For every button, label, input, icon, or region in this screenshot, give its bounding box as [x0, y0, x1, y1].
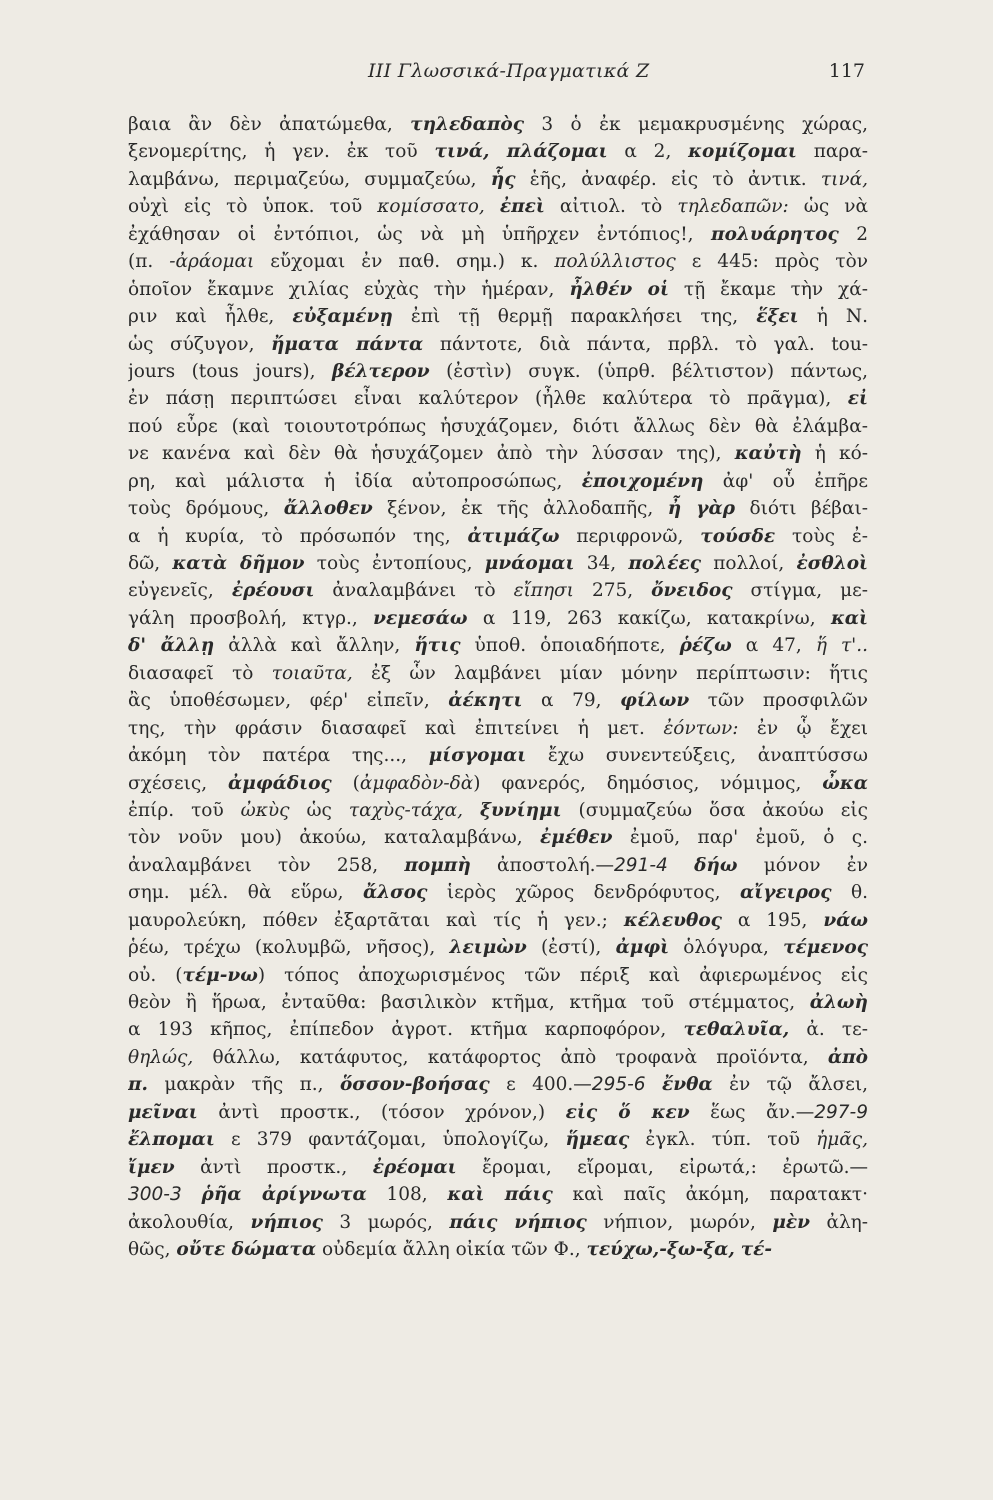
- quoted-word: τινά,: [820, 168, 868, 190]
- lemma-term: ἐρέουσι: [231, 580, 315, 602]
- text-run: ἀφ' οὗ ἐπῆρε: [703, 470, 868, 492]
- lemma-term: πολέες: [628, 553, 701, 574]
- lemma-term: ἥμεας: [565, 1129, 630, 1151]
- text-line: [128, 797, 868, 824]
- lemma-term: ἥτις: [414, 635, 461, 657]
- lemma-term: ἦ γὰρ: [667, 498, 736, 520]
- text-run: [485, 196, 500, 217]
- text-run: ἀναλαμβάνει τὸν 258,: [128, 854, 405, 876]
- text-line: [128, 1099, 868, 1126]
- text-run: νήπιον, μωρόν,: [586, 1211, 773, 1233]
- lemma-term: ἀμφὶ: [615, 937, 670, 959]
- text-run: τὸν νοῦν μου) ἀκούω, καταλαμβάνω,: [128, 827, 541, 849]
- text-line: [128, 605, 868, 632]
- lemma-term: φίλων: [620, 690, 690, 712]
- text-run: [463, 800, 480, 821]
- text-run: πάντοτε, διὰ πάντα, πρβλ. τὸ γαλ. tou-: [423, 333, 868, 355]
- text-run: α 79,: [522, 690, 621, 712]
- lemma-term: τέ-: [740, 1238, 773, 1260]
- text-run: ὁποῖον ἔκαμνε χιλίας εὐχὰς τὴν ἡμέραν,: [128, 278, 570, 300]
- text-run: ξενομερίτης, ἡ γεν. ἐκ τοῦ: [128, 141, 435, 163]
- text-line: [128, 111, 868, 138]
- text-line: [128, 550, 868, 577]
- text-run: (: [331, 772, 360, 794]
- lemma-term: εἰς ὅ κεν: [565, 1101, 690, 1123]
- lemma-term: κέλευθος: [623, 909, 722, 931]
- lemma-term: πολυάρητος: [711, 223, 839, 245]
- text-run: 3 ὁ ἐκ μεμακρυσμένης χώρας,: [523, 114, 868, 135]
- text-run: ἐν ᾧ ἔχει: [738, 717, 868, 739]
- lemma-term: κατὰ δῆμον: [172, 553, 305, 574]
- lemma-term: νεμεσάω: [373, 607, 468, 629]
- text-line: [128, 907, 868, 934]
- text-run: ἀλη-: [810, 1211, 868, 1233]
- text-run: θεὸν ἢ ἥρωα, ἐνταῦθα: βασιλικὸν κτῆμα, κτῆμα τοῦ στέμματος,: [128, 992, 810, 1013]
- lemma-term: καὶ πάις: [447, 1184, 553, 1206]
- text-run: δῶ,: [128, 553, 173, 574]
- lemma-term: νάω: [823, 909, 868, 931]
- text-run: 108,: [366, 1184, 448, 1206]
- text-run: σχέσεις,: [128, 772, 229, 794]
- text-run: [182, 1184, 202, 1205]
- text-run: πού εὖρε (καὶ τοιουτοτρόπως ἡσυχάζομεν, διότι ἄλλως δὲν θὰ ἐλάμβα-: [128, 415, 868, 437]
- lemma-term: μὲν: [772, 1211, 810, 1233]
- text-run: σημ. μέλ. θὰ εὕρω,: [128, 882, 363, 904]
- text-line: [128, 1236, 868, 1263]
- text-line: [128, 742, 868, 769]
- text-run: της, τὴν φράσιν διασαφεῖ καὶ ἐπιτείνει ἡ μετ.: [128, 717, 664, 739]
- text-run: ὡς: [289, 799, 349, 821]
- lemma-term: καὐτὴ: [734, 443, 802, 465]
- text-run: 3 μωρός,: [322, 1211, 450, 1233]
- lemma-term: μνάομαι: [484, 553, 575, 574]
- text-run: ἀναλαμβάνει τὸ: [314, 580, 514, 602]
- text-run: ἑῆς, ἀναφέρ. εἰς τὸ ἀντικ.: [515, 168, 821, 190]
- text-line: [128, 331, 868, 358]
- text-run: ἐγκλ. τύπ. τοῦ: [629, 1129, 817, 1151]
- text-line: [128, 440, 868, 467]
- quoted-word: τοιαῦτα,: [271, 662, 353, 684]
- text-run: ὑποθ. ὁποιαδήποτε,: [460, 635, 680, 657]
- text-line: [128, 934, 868, 961]
- quoted-word: πολύλλιστος: [554, 251, 676, 273]
- lemma-term: ἀτιμάζω: [467, 525, 560, 547]
- text-run: διότι βέβαι-: [735, 498, 868, 520]
- text-run: τοὺς ἐ-: [775, 525, 868, 547]
- text-run: α 195,: [721, 909, 824, 931]
- text-run: [668, 855, 694, 876]
- text-line: [128, 577, 868, 604]
- text-run: τοὺς δρόμους,: [128, 498, 284, 520]
- verse-reference: 295-6: [591, 1074, 646, 1096]
- lemma-term: ἀέκητι: [448, 690, 523, 712]
- lemma-term: ἐμέθεν: [540, 827, 613, 849]
- lemma-term: τέμενος: [783, 937, 868, 959]
- text-run: διασαφεῖ τὸ: [128, 662, 272, 684]
- commentary-text: [128, 111, 868, 1263]
- text-run: ἐμοῦ, παρ' ἐμοῦ, ὁ ς.: [612, 827, 868, 849]
- quoted-word: ἀμφαδὸν-δὰ: [359, 772, 474, 794]
- text-run: οὐ. (: [128, 964, 183, 986]
- lemma-term: ἦλθέν οἱ: [569, 278, 669, 300]
- page-number: 117: [828, 60, 865, 82]
- text-run: περιφρονῶ,: [559, 525, 701, 547]
- text-run: ῥέω, τρέχω (κολυμβῶ, νῆσος),: [128, 937, 450, 959]
- text-line: [128, 413, 868, 440]
- text-run: νε κανένα καὶ δὲν θὰ ἡσυχάζομεν ἀπὸ τὴν λύσσαν της),: [128, 443, 735, 465]
- lemma-term: ὅσσον-βοήσας: [339, 1074, 490, 1096]
- text-line: [128, 770, 868, 797]
- text-run: μόνον ἐν: [737, 854, 868, 876]
- quoted-word: ταχὺς-τάχα,: [348, 799, 464, 821]
- quoted-word: ἡμᾶς,: [816, 1129, 868, 1151]
- lemma-term: δ' ἄλλῃ: [128, 635, 215, 657]
- lemma-term: ἧς: [490, 168, 516, 190]
- quoted-word: τηλεδαπῶν:: [677, 196, 789, 218]
- text-line: [128, 468, 868, 495]
- text-line: [128, 166, 868, 193]
- text-run: (συμμαζεύω ὅσα ἀκούω εἰς: [561, 799, 868, 821]
- text-run: α 193 κῆπος, ἐπίπεδον ἀγροτ. κτῆμα καρποφόρον,: [128, 1019, 684, 1041]
- lemma-term: λειμὼν: [449, 937, 527, 959]
- text-run: ἐν τῷ ἄλσει,: [712, 1074, 868, 1096]
- lemma-term: ἐπεὶ: [499, 196, 545, 218]
- quoted-word: κομίσσατο,: [377, 196, 485, 218]
- text-run: θ.: [831, 882, 868, 904]
- text-line: [128, 221, 868, 248]
- text-line: [128, 138, 868, 165]
- text-run: ἀντὶ προστκ., (τόσον χρόνον,): [197, 1101, 566, 1123]
- text-run: ἐχάθησαν οἱ ἐντόπιοι, ὡς νὰ μὴ ὑπῆρχεν ἐντόπιος!,: [128, 223, 712, 245]
- lemma-term: ξυνίημι: [480, 799, 562, 821]
- lemma-term: τεύχω,-ξω-ξα,: [586, 1238, 735, 1260]
- text-run: ε 379 φαντάζομαι, ὑπολογίζω,: [214, 1129, 566, 1151]
- lemma-term: βέλτερον: [331, 360, 430, 382]
- text-line: [128, 1209, 868, 1236]
- text-line: [128, 687, 868, 714]
- text-line: [128, 879, 868, 906]
- lemma-term: ἀπὸ: [827, 1046, 868, 1068]
- text-run: μαυρολεύκη, πόθεν ἐξαρτᾶται καὶ τίς ἡ γεν.;: [128, 909, 624, 931]
- lemma-term: ἀλωὴ: [809, 992, 868, 1013]
- text-run: 275,: [573, 580, 652, 602]
- lemma-term: ἐποιχομένη: [581, 470, 704, 492]
- lemma-term: μεῖναι: [128, 1101, 198, 1123]
- text-line: [128, 962, 868, 989]
- quoted-word: θηλώς,: [128, 1046, 194, 1068]
- text-line: [128, 632, 868, 659]
- quoted-word: ὠκὺς: [240, 799, 290, 821]
- text-line: [128, 248, 868, 275]
- lemma-term: ῥέζω: [679, 635, 732, 657]
- text-line: [128, 852, 868, 879]
- text-run: ἀλλὰ καὶ ἄλλην,: [214, 635, 415, 657]
- text-run: εὔχομαι ἐν παθ. σημ.) κ.: [254, 251, 555, 273]
- text-run: λαμβάνω, περιμαζεύω, συμμαζεύω,: [128, 168, 491, 190]
- verse-reference: 291-4: [614, 854, 668, 876]
- lemma-term: πάις νήπιος: [449, 1211, 587, 1233]
- text-run: 34,: [574, 553, 629, 574]
- lemma-term: ἀμφάδιος: [228, 772, 332, 794]
- quoted-word: εἴπησι: [513, 580, 574, 602]
- text-run: ὡς σύζυγον,: [128, 333, 271, 355]
- text-run: ἀκολουθία,: [128, 1211, 251, 1233]
- quoted-word: ἥ τ'..: [815, 635, 868, 657]
- text-run: καὶ παῖς ἀκόμη, παρατακτ·: [552, 1184, 868, 1206]
- text-run: πολλοί,: [701, 553, 797, 574]
- text-run: ριν καὶ ἦλθε,: [128, 306, 293, 328]
- text-run: [646, 1074, 662, 1095]
- text-run: θάλλω, κατάφυτος, κατάφορτος ἀπὸ τροφανὰ προϊόντα,: [193, 1046, 828, 1068]
- text-line: [128, 276, 868, 303]
- lemma-term: μίσγομαι: [428, 745, 527, 767]
- lemma-term: οὔτε δώματα: [176, 1238, 317, 1260]
- lemma-term: ῥῆα ἀρίγνωτα: [201, 1184, 367, 1206]
- text-run: οὐδεμία ἄλλη οἰκία τῶν Φ.,: [316, 1238, 587, 1260]
- text-line: [128, 1126, 868, 1153]
- text-run: ὡς νὰ: [788, 196, 868, 218]
- text-line: [128, 989, 868, 1016]
- lemma-term: ἔλπομαι: [128, 1129, 215, 1151]
- lemma-term: ἕξει: [756, 306, 799, 328]
- lemma-term: π.: [128, 1074, 148, 1096]
- lemma-term: τούσδε: [700, 525, 776, 547]
- lemma-term: αἴγειρος: [740, 882, 832, 904]
- lemma-term: ὦκα: [822, 772, 868, 794]
- text-run: α 47,: [731, 635, 816, 657]
- text-run: ε 445: πρὸς τὸν: [675, 251, 868, 273]
- lemma-term: ἴμεν: [128, 1156, 175, 1178]
- lemma-term: δήω: [694, 854, 738, 876]
- lemma-term: ὄνειδος: [651, 580, 733, 602]
- text-run: ἀκόμη τὸν πατέρα της...,: [128, 745, 429, 767]
- text-line: [128, 303, 868, 330]
- text-line: [128, 824, 868, 851]
- text-run: ἂς ὑποθέσωμεν, φέρ' εἰπεῖν,: [128, 690, 449, 712]
- text-run: ἕως ἄν.—: [689, 1101, 815, 1123]
- text-run: (ἐστὶν) συγκ. (ὑπρθ. βέλτιστον) πάντως,: [429, 360, 868, 382]
- text-run: ἡ Ν.: [798, 306, 868, 328]
- lemma-term: ἐρέομαι: [372, 1156, 457, 1178]
- text-run: ἔρομαι, εἴρομαι, εἰρωτά,: ἐρωτῶ.—: [456, 1156, 868, 1178]
- verse-reference: 297-9: [814, 1101, 868, 1123]
- lemma-term: ἄλσος: [362, 882, 428, 904]
- text-line: [128, 1071, 868, 1098]
- lemma-term: πομπὴ: [404, 854, 471, 876]
- text-run: ἱερὸς χῶρος δενδρόφυτος,: [427, 882, 741, 904]
- text-run: ὁλόγυρα,: [669, 937, 784, 959]
- text-line: [128, 1181, 868, 1208]
- text-run: 2: [838, 223, 868, 245]
- text-run: τῶν προσφιλῶν: [689, 690, 868, 712]
- text-line: [128, 495, 868, 522]
- text-run: ) τόπος ἀποχωρισμένος τῶν πέριξ καὶ ἀφιερωμένος εἰς: [257, 964, 868, 986]
- text-line: [128, 1044, 868, 1071]
- quoted-word: ἐόντων:: [663, 717, 739, 739]
- text-run: θῶς,: [128, 1238, 177, 1260]
- lemma-term: εἰ: [847, 388, 868, 410]
- text-run: ἐπὶ τῇ θερμῇ παρακλήσει της,: [392, 306, 757, 328]
- lemma-term: εὐξαμένῃ: [292, 306, 393, 328]
- text-run: παρα-: [796, 141, 868, 163]
- text-run: γάλη προσβολή, κτγρ.,: [128, 607, 374, 629]
- text-run: αἰτιολ. τὸ: [544, 196, 678, 218]
- text-run: ἐπίρ. τοῦ: [128, 799, 241, 821]
- text-run: jours (tous jours),: [128, 360, 332, 382]
- text-run: (π.: [128, 251, 170, 273]
- verse-reference: 300-3: [128, 1184, 182, 1206]
- lemma-term: ἔνθα: [661, 1074, 713, 1096]
- text-run: στίγμα, με-: [732, 580, 868, 602]
- lemma-term: τέμ-νω: [182, 964, 258, 986]
- lemma-term: ἄλλοθεν: [283, 498, 373, 520]
- text-run: ἐξ ὧν λαμβάνει μίαν μόνην περίπτωσιν: ἥτις: [352, 662, 868, 684]
- text-run: ) φανερός, δημόσιος, νόμιμος,: [473, 772, 823, 794]
- text-run: α 119, 263 κακίζω, κατακρίνω,: [467, 607, 831, 629]
- text-line: [128, 193, 868, 220]
- text-line: [128, 1016, 868, 1043]
- text-run: τοὺς ἐντοπίους,: [304, 553, 485, 574]
- text-line: [128, 523, 868, 550]
- text-run: ξένον, ἐκ τῆς ἀλλοδαπῆς,: [372, 498, 668, 520]
- text-run: α 2,: [607, 141, 689, 163]
- text-run: ἔχω συνεντεύξεις, ἀναπτύσσω: [526, 745, 868, 767]
- text-run: εὐγενεῖς,: [128, 580, 232, 602]
- lemma-term: νήπιος: [250, 1211, 323, 1233]
- lemma-term: ἐσθλοὶ: [796, 553, 868, 574]
- text-run: ἀντὶ προστκ.,: [174, 1156, 373, 1178]
- text-run: ρη, καὶ μάλιστα ἡ ἰδία αὐτοπροσώπως,: [128, 470, 582, 492]
- lemma-term: τεθαλυῖα,: [683, 1019, 790, 1041]
- text-run: οὐχὶ εἰς τὸ ὑποκ. τοῦ: [128, 196, 378, 218]
- lemma-term: τινά, πλάζομαι: [434, 141, 608, 163]
- text-run: μακρὰν τῆς π.,: [147, 1074, 340, 1096]
- lemma-term: τηλεδαπὸς: [410, 114, 524, 135]
- text-run: ἀ. τε-: [789, 1019, 868, 1041]
- text-line: [128, 715, 868, 742]
- text-run: τῇ ἔκαμε τὴν χά-: [668, 278, 868, 300]
- quoted-word: -ἀράομαι: [169, 251, 255, 273]
- text-line: [128, 660, 868, 687]
- text-run: (ἐστί),: [526, 937, 616, 959]
- lemma-term: ἤματα πάντα: [270, 333, 424, 355]
- page-header: [330, 60, 865, 90]
- text-run: ε 400.—: [489, 1074, 592, 1096]
- lemma-term: κομίζομαι: [688, 141, 797, 163]
- text-line: [128, 1154, 868, 1181]
- text-run: α ἡ κυρία, τὸ πρόσωπόν της,: [128, 525, 468, 547]
- text-run: ἀποστολή.—: [470, 854, 615, 876]
- lemma-term: καὶ: [830, 607, 868, 629]
- text-line: [128, 358, 868, 385]
- running-title: III Γλωσσικά-Πραγματικά Ζ: [368, 60, 650, 82]
- text-run: ἐν πάσῃ περιπτώσει εἶναι καλύτερον (ἦλθε καλύτερα τὸ πρᾶγμα),: [128, 388, 848, 410]
- text-run: βαια ἂν δὲν ἀπατώμεθα,: [128, 114, 411, 135]
- text-run: ἡ κό-: [801, 443, 868, 465]
- text-line: [128, 385, 868, 412]
